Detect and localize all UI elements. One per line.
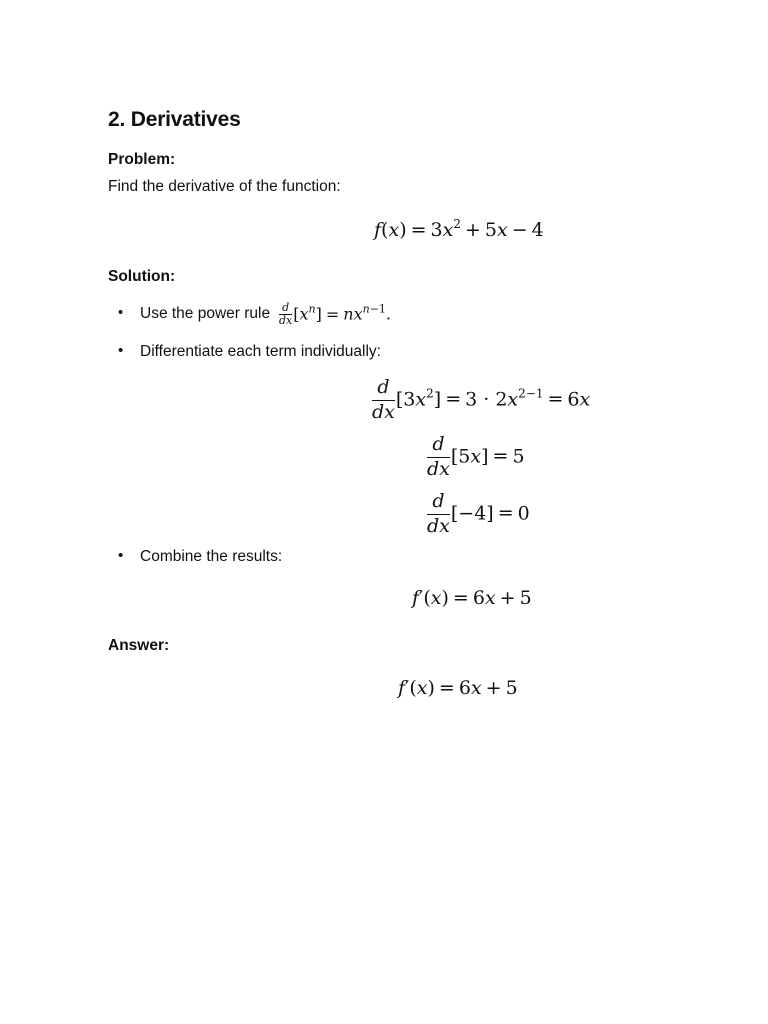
power-rule-formula: $\frac{d}{dx}$ $[x^n] = nx^{n-1}$.: [279, 301, 392, 327]
derivative-term-2: $\frac{d}{dx}$ [5x] = 5: [427, 433, 525, 480]
solution-label: Solution:: [108, 268, 176, 285]
bullet-dot: •: [118, 342, 124, 359]
derivative-term-1: $\frac{d}{dx}$ $[3x^2] = 3 \cdot 2x^{2-1} = 6x$: [372, 376, 591, 423]
function-equation: $f(x) = 3x^2 + 5x - 4$: [374, 217, 544, 241]
solution-bullet-differentiate: [0, 342, 768, 364]
section-title: 2. Derivatives: [108, 108, 241, 131]
bullet-text: Use the power rule: [140, 305, 271, 322]
problem-label: Problem:: [108, 151, 176, 168]
bullet-dot: •: [118, 304, 124, 321]
bullet-text: Differentiate each term individually:: [140, 343, 381, 360]
answer-label: Answer:: [108, 637, 170, 654]
bullet-text: Combine the results:: [140, 548, 283, 565]
problem-text: Find the derivative of the function:: [108, 178, 341, 195]
bullet-dot: •: [118, 547, 124, 564]
answer-equation: f′(x) = 6x + 5: [398, 677, 518, 699]
solution-bullet-combine: [0, 547, 768, 569]
combined-result: f′(x) = 6x + 5: [412, 587, 532, 609]
solution-bullet-power-rule: [0, 301, 768, 330]
derivative-term-3: $\frac{d}{dx}$ [−4] = 0: [427, 490, 530, 537]
